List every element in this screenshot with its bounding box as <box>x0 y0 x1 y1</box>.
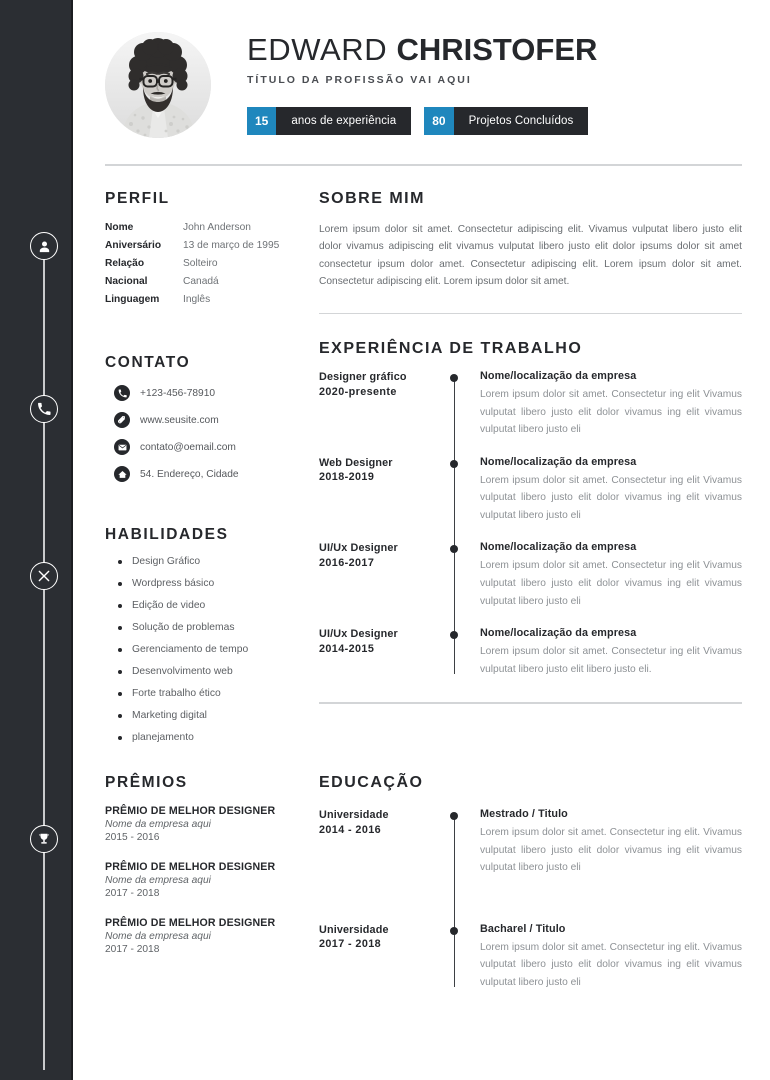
award-company: Nome da empresa aqui <box>105 931 211 943</box>
section-heading-sobre-mim: SOBRE MIM <box>319 189 425 207</box>
experience-company: Nome/localização da empresa <box>480 541 637 554</box>
last-name: CHRISTOFER <box>396 32 598 67</box>
experience-meta <box>319 627 446 678</box>
phone-icon <box>30 395 58 423</box>
avatar <box>105 32 211 138</box>
table-row <box>105 291 279 309</box>
list-item: Gerenciamento de tempo <box>117 644 308 655</box>
award-company: Nome da empresa aqui <box>105 875 211 887</box>
contact-item-email[interactable] <box>105 439 308 455</box>
stat-number: 80 <box>424 107 453 135</box>
header-text <box>247 26 742 135</box>
table-row <box>105 273 279 291</box>
education-description: Lorem ipsum dolor sit amet. Consectetur ing elit. Vivamus vulputat libero justo elit dolor vivamus ing elit vivamus vulputat libero justo eli <box>480 827 742 874</box>
skills-list <box>105 556 308 743</box>
home-icon <box>114 466 130 482</box>
education-degree: Bacharel / Titulo <box>480 922 566 935</box>
stat-badge-projects <box>424 107 588 135</box>
header <box>97 26 742 138</box>
experience-detail <box>446 541 742 610</box>
section-heading-premios: PRÊMIOS <box>105 774 188 792</box>
list-item: Marketing digital <box>117 710 308 721</box>
contact-list <box>105 385 308 482</box>
trophy-icon <box>30 825 58 853</box>
contact-item-address[interactable] <box>105 466 308 482</box>
education-detail <box>446 808 742 877</box>
profile-table <box>105 220 279 310</box>
award-item <box>105 917 308 955</box>
link-icon <box>114 412 130 428</box>
experience-description: Lorem ipsum dolor sit amet. Consectetur ing elit Vivamus vulputat libero justo elit dolor vivamus ing elit vivamus vulputat libero justo eli <box>480 560 742 607</box>
experience-years: 2020-presente <box>319 385 397 398</box>
contact-item-phone[interactable] <box>105 385 308 401</box>
page-title <box>247 34 742 67</box>
experience-description: Lorem ipsum dolor sit amet. Consectetur ing elit Vivamus vulputat libero justo elit libero justo eli. <box>480 646 742 675</box>
contact-text: contato@oemail.com <box>140 441 236 453</box>
table-row <box>105 237 279 255</box>
experience-role: UI/Ux Designer <box>319 542 398 555</box>
left-column-upper <box>105 190 308 755</box>
stat-number: 15 <box>247 107 276 135</box>
header-divider <box>105 164 742 166</box>
stat-label: anos de experiência <box>276 107 411 135</box>
education-description: Lorem ipsum dolor sit amet. Consectetur ing elit. Vivamus vulputat libero justo elit dolor vivamus ing elit vivamus vulputat libero justo eli <box>480 941 742 988</box>
education-school: Universidade <box>319 923 389 936</box>
stat-label: Projetos Concluídos <box>454 107 589 135</box>
experience-item <box>319 456 742 525</box>
section-heading-educacao: EDUCAÇÃO <box>319 774 424 792</box>
experience-timeline <box>319 370 742 678</box>
experience-meta <box>319 456 446 525</box>
award-company: Nome da empresa aqui <box>105 819 211 831</box>
experience-description: Lorem ipsum dolor sit amet. Consectetur ing elit Vivamus vulputat libero justo elit dolor vivamus ing elit vivamus vulputat libero justo eli <box>480 474 742 521</box>
education-timeline <box>319 808 742 991</box>
profile-value: Canadá <box>183 275 219 287</box>
experience-role: UI/Ux Designer <box>319 628 398 641</box>
awards-list <box>105 805 308 955</box>
stats-row <box>247 107 742 135</box>
experience-item <box>319 541 742 610</box>
about-paragraph: Lorem ipsum dolor sit amet. Consectetur adipiscing elit. Vivamus vulputat libero justo elit dolor vivamus adipiscing elit vivamus vulputat libero justo elit dolor ipsums dolor sit amet consectetur ipsum dolor amet. Consectetur adipiscing elit. Lorem ipsum dolor sit amet. Consectetur adipiscing elit. Lorem ipsum dolor sit amet. <box>319 223 742 288</box>
award-years: 2017 - 2018 <box>105 944 160 956</box>
experience-company: Nome/localização da empresa <box>480 455 637 468</box>
right-column-upper <box>308 190 742 755</box>
education-item <box>319 923 742 992</box>
profile-key: Relação <box>105 257 145 269</box>
profile-icon <box>30 232 58 260</box>
profile-key: Nacional <box>105 275 148 287</box>
table-row <box>105 220 279 238</box>
profile-value: 13 de março de 1995 <box>183 240 280 252</box>
education-column <box>308 774 742 991</box>
experience-item <box>319 627 742 678</box>
list-item: Edição de video <box>117 600 308 611</box>
phone-icon <box>114 385 130 401</box>
education-degree: Mestrado / Titulo <box>480 808 568 821</box>
contact-text: 54. Endereço, Cidade <box>140 468 239 480</box>
stat-badge-experience <box>247 107 411 135</box>
upper-columns <box>97 190 742 755</box>
experience-company: Nome/localização da empresa <box>480 627 637 640</box>
contact-item-website[interactable] <box>105 412 308 428</box>
experience-detail <box>446 370 742 439</box>
section-heading-perfil: PERFIL <box>105 189 170 207</box>
experience-years: 2016-2017 <box>319 557 375 570</box>
contact-text: www.seusite.com <box>140 414 219 426</box>
education-detail <box>446 923 742 992</box>
list-item: Design Gráfico <box>117 556 308 567</box>
profile-value: Inglês <box>183 293 211 305</box>
section-heading-experiencia: EXPERIÊNCIA DE TRABALHO <box>319 340 583 358</box>
section-heading-habilidades: HABILIDADES <box>105 526 229 544</box>
tools-icon <box>30 562 58 590</box>
list-item: Desenvolvimento web <box>117 666 308 677</box>
first-name: EDWARD <box>247 32 388 67</box>
experience-item <box>319 370 742 439</box>
education-school: Universidade <box>319 809 389 822</box>
experience-description: Lorem ipsum dolor sit amet. Consectetur ing elit Vivamus vulputat libero justo elit dolor vivamus ing elit vivamus vulputat libero justo eli <box>480 389 742 436</box>
envelope-icon <box>114 439 130 455</box>
award-item <box>105 861 308 899</box>
education-meta <box>319 923 446 992</box>
experience-years: 2014-2015 <box>319 642 375 655</box>
award-years: 2017 - 2018 <box>105 888 160 900</box>
contact-text: +123-456-78910 <box>140 387 216 399</box>
award-title: PRÊMIO DE MELHOR DESIGNER <box>105 805 276 818</box>
experience-detail <box>446 456 742 525</box>
job-title: TÍTULO DA PROFISSÃO VAI AQUI <box>247 73 472 86</box>
list-item: planejamento <box>117 732 308 743</box>
education-meta <box>319 808 446 877</box>
experience-detail <box>446 627 742 678</box>
education-item <box>319 808 742 877</box>
list-item: Solução de problemas <box>117 622 308 633</box>
profile-key: Linguagem <box>105 293 160 305</box>
experience-role: Designer gráfico <box>319 371 407 384</box>
award-item <box>105 805 308 843</box>
left-rail <box>0 0 73 1080</box>
experience-meta <box>319 541 446 610</box>
profile-key: Nome <box>105 222 134 234</box>
experience-company: Nome/localização da empresa <box>480 370 637 383</box>
profile-key: Aniversário <box>105 240 162 252</box>
experience-meta <box>319 370 446 439</box>
list-item: Wordpress básico <box>117 578 308 589</box>
resume-body <box>75 0 770 1080</box>
award-title: PRÊMIO DE MELHOR DESIGNER <box>105 861 276 874</box>
table-row <box>105 255 279 273</box>
award-years: 2015 - 2016 <box>105 832 160 844</box>
rail-timeline-line <box>43 245 45 1070</box>
experience-role: Web Designer <box>319 456 393 469</box>
lower-columns <box>97 774 742 991</box>
profile-value: Solteiro <box>183 257 218 269</box>
award-title: PRÊMIO DE MELHOR DESIGNER <box>105 917 276 930</box>
awards-column <box>105 774 308 991</box>
education-years: 2017 - 2018 <box>319 938 382 951</box>
section-heading-contato: CONTATO <box>105 354 191 372</box>
timeline-dot <box>450 927 458 935</box>
list-item: Forte trabalho ético <box>117 688 308 699</box>
experience-divider <box>319 702 742 704</box>
timeline-dot <box>450 460 458 468</box>
education-years: 2014 - 2016 <box>319 823 382 836</box>
profile-value: John Anderson <box>183 222 251 234</box>
experience-years: 2018-2019 <box>319 471 375 484</box>
